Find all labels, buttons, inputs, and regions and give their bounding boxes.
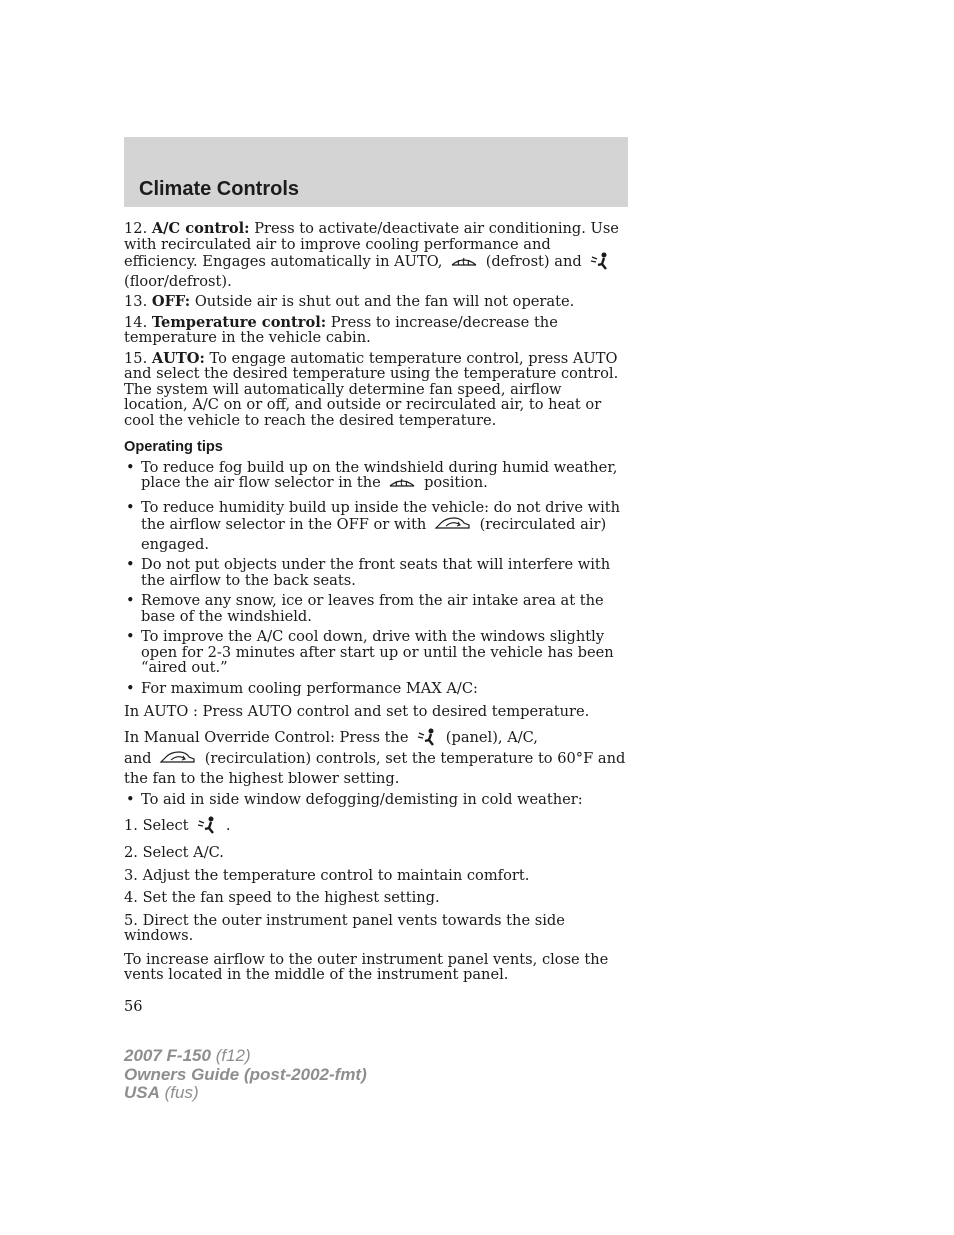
item-label: AUTO:	[151, 349, 205, 367]
section-header	[124, 137, 628, 207]
auto-instruction: In AUTO : Press AUTO control and set to desired temperature.	[124, 703, 590, 720]
floor-defrost-icon	[589, 252, 611, 274]
panel-vent-icon	[416, 728, 438, 750]
item-off	[124, 294, 628, 310]
list-item: • To reduce fog build up on the windshield during humid weather, place the air flow selector in the position.	[124, 460, 628, 495]
list-item: • Do not put objects under the front seats that will interfere with the airflow to the back seats.	[124, 557, 628, 588]
step-1: 1. Select .	[124, 816, 628, 838]
step-2: 2. Select A/C.	[124, 844, 224, 861]
item-number: 14.	[124, 313, 148, 331]
item-number: 12.	[124, 220, 148, 237]
step-4: 4. Set the fan speed to the highest setting.	[124, 889, 440, 906]
item-label: A/C control:	[151, 220, 250, 237]
closing-note: To increase airflow to the outer instrument panel vents, close the vents located in the middle of the instrument panel.	[124, 950, 609, 983]
page-number: 56	[124, 997, 143, 1015]
list-item: • To aid in side window defogging/demisting in cold weather:	[124, 792, 628, 808]
item-ac-control	[124, 221, 628, 289]
footer-line-2: Owners Guide (post-2002-fmt)	[124, 1064, 367, 1084]
list-item: • For maximum cooling performance MAX A/C:	[124, 681, 628, 697]
recirculation-icon	[159, 749, 197, 771]
floor-defrost-icon	[196, 816, 218, 838]
footer-line-3: USA (fus)	[124, 1083, 199, 1102]
defrost-icon	[388, 475, 416, 495]
list-item: • Remove any snow, ice or leaves from the air intake area at the base of the windshield.	[124, 593, 628, 624]
page-title: Climate Controls	[139, 178, 300, 200]
item-number: 13.	[124, 293, 148, 310]
manual-override-instruction: In Manual Override Control: Press the (panel), A/C, and (recirculation) controls, set the temperature to 60°F and the fan to the highest blower setting.	[124, 728, 626, 787]
footer-line-1: 2007 F-150 (f12)	[124, 1046, 251, 1065]
step-5: 5. Direct the outer instrument panel vents towards the side windows.	[124, 911, 565, 944]
item-number: 15.	[124, 349, 148, 367]
recirculation-icon	[434, 515, 472, 537]
item-text: Outside air is shut out and the fan will not operate.	[194, 293, 575, 310]
content-body	[124, 221, 628, 1014]
list-item: • To reduce humidity build up inside the vehicle: do not drive with the airflow selector in the OFF or with (recirculated air) engaged.	[124, 500, 628, 553]
item-label: Temperature control:	[151, 313, 327, 331]
defrost-icon	[450, 254, 478, 274]
list-item: • To improve the A/C cool down, drive with the windows slightly open for 2-3 minutes after start up or until the vehicle has been “aired out.”	[124, 629, 628, 676]
item-auto	[124, 351, 628, 429]
item-text: (defrost) and	[485, 253, 582, 270]
item-label: OFF:	[151, 293, 191, 310]
footer	[124, 1047, 367, 1103]
item-text: (floor/defrost).	[124, 272, 232, 290]
item-text: Press to increase/decrease the temperature in the vehicle cabin.	[124, 313, 558, 346]
item-text: Press to activate/deactivate air conditioning. Use with recirculated air to improve cooling performance and efficiency. Engages automatically in AUTO,	[124, 220, 619, 270]
item-text: To engage automatic temperature control, press AUTO and select the desired temperature using the temperature control. The system will automatically determine fan speed, airflow location, A/C on or off, and outside or recirculated air, to heat or cool the vehicle to reach the desired temperature.	[124, 349, 619, 429]
section-heading: Operating tips	[124, 439, 223, 455]
item-temperature-control	[124, 315, 628, 346]
step-3: 3. Adjust the temperature control to maintain comfort.	[124, 866, 530, 884]
